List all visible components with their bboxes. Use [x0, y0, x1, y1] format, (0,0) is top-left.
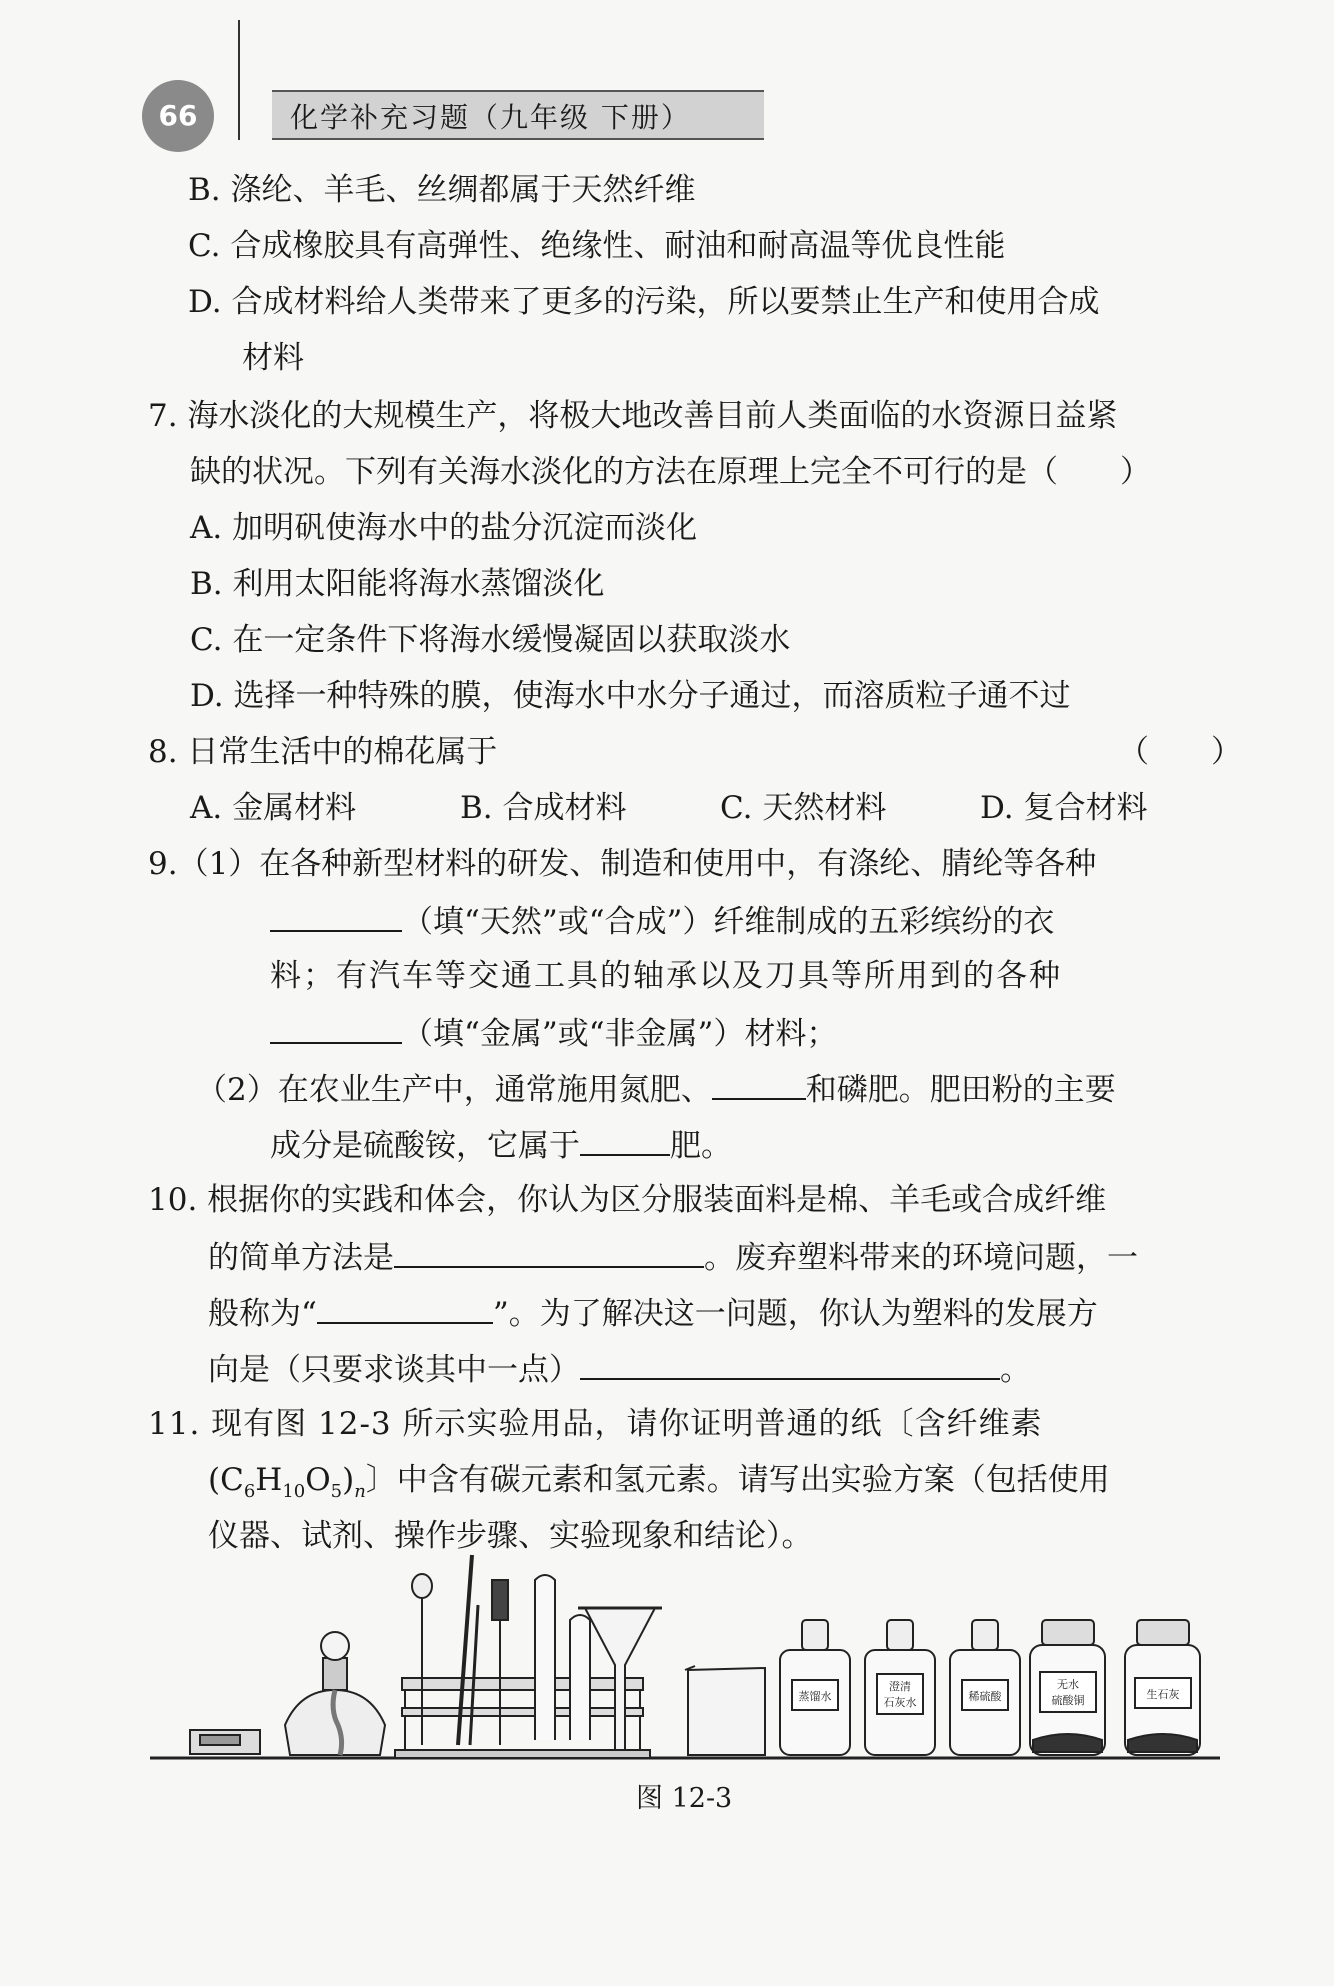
page-number-badge: 66	[142, 80, 214, 152]
bottle-label: 蒸馏水	[798, 1690, 832, 1703]
answer-blank[interactable]	[712, 1068, 806, 1100]
answer-blank[interactable]	[270, 1012, 402, 1044]
q10-line2: 的简单方法是 。废弃塑料带来的环境问题，一	[208, 1236, 1138, 1278]
answer-blank[interactable]	[580, 1348, 1000, 1380]
q6-option-d-line1: D. 合成材料给人类带来了更多的污染，所以要禁止生产和使用合成	[188, 284, 1100, 320]
q9-part2-line1: （2）在农业生产中，通常施用氮肥、 和磷肥。肥田粉的主要	[196, 1068, 1116, 1110]
q6-option-b: B. 涤纶、羊毛、丝绸都属于天然纤维	[188, 172, 696, 208]
q9-part2-line2: 成分是硫酸铵，它属于 肥。	[270, 1124, 732, 1166]
header-band	[272, 90, 764, 140]
answer-blank[interactable]	[394, 1236, 704, 1268]
bottle-label: 硫酸铜	[1051, 1694, 1085, 1707]
q7-stem-line1: 7. 海水淡化的大规模生产，将极大地改善目前人类面临的水资源日益紧	[148, 398, 1118, 434]
q9-part1-line4: （填“金属”或“非金属”）材料；	[270, 1012, 837, 1054]
matchbox-icon	[190, 1730, 260, 1754]
q11-line1: 11. 现有图 12-3 所示实验用品，请你证明普通的纸〔含纤维素	[148, 1406, 1043, 1442]
q8-option-d: D. 复合材料	[980, 790, 1148, 826]
q8-bracket: （ ）	[1118, 734, 1242, 770]
q9-part1-line3: 料；有汽车等交通工具的轴承以及刀具等所用到的各种	[270, 958, 1062, 994]
bottle-label: 稀硫酸	[968, 1690, 1002, 1703]
q10-line1: 10. 根据你的实践和体会，你认为区分服装面料是棉、羊毛或合成纤维	[148, 1182, 1107, 1218]
figure-12-3-apparatus	[140, 1550, 1220, 1770]
book-title: 化学补充习题（九年级 下册）	[290, 101, 691, 134]
q10-line3: 般称为“ ”。为了解决这一问题，你认为塑料的发展方	[208, 1292, 1098, 1334]
figure-caption: 图 12-3	[636, 1783, 733, 1814]
bottle-label: 生石灰	[1146, 1688, 1180, 1701]
q8-option-a: A. 金属材料	[190, 790, 357, 826]
q8-stem: 8. 日常生活中的棉花属于	[148, 734, 498, 770]
q9-part1-line2: （填“天然”或“合成”）纤维制成的五彩缤纷的衣	[270, 900, 1054, 942]
anhydrous-copper-sulfate-jar-icon	[1030, 1620, 1105, 1755]
q11-line2: $(C_6H_{10}O_5)_n$〕中含有碳元素和氢元素。请写出实验方案（包括使用	[208, 1462, 1110, 1503]
bottle-label: 石灰水	[883, 1696, 917, 1709]
dilute-sulfuric-acid-bottle-icon	[950, 1620, 1020, 1755]
q7-stem-line2: 缺的状况。下列有关海水淡化的方法在原理上完全不可行的是（ ）	[190, 454, 1151, 490]
q6-option-c: C. 合成橡胶具有高弹性、绝缘性、耐油和耐高温等优良性能	[188, 228, 1006, 264]
distilled-water-bottle-icon	[780, 1620, 850, 1755]
test-tube-icon	[570, 1615, 590, 1740]
alcohol-lamp-icon	[285, 1632, 385, 1755]
answer-blank[interactable]	[270, 900, 402, 932]
answer-blank[interactable]	[580, 1124, 670, 1156]
answer-blank[interactable]	[317, 1292, 493, 1324]
q7-option-c: C. 在一定条件下将海水缓慢凝固以获取淡水	[190, 622, 791, 658]
quicklime-jar-icon	[1125, 1620, 1200, 1755]
beaker-icon	[685, 1666, 765, 1755]
q7-option-a: A. 加明矾使海水中的盐分沉淀而淡化	[190, 510, 698, 546]
q6-option-d-line2: 材料	[242, 340, 304, 376]
q9-part1-line1: 9.（1）在各种新型材料的研发、制造和使用中，有涤纶、腈纶等各种	[148, 846, 1097, 882]
test-tube-icon	[535, 1575, 555, 1740]
q7-option-b: B. 利用太阳能将海水蒸馏淡化	[190, 566, 605, 602]
limewater-bottle-icon	[865, 1620, 935, 1755]
header-divider	[238, 20, 240, 140]
q11-line3: 仪器、试剂、操作步骤、实验现象和结论）。	[208, 1518, 813, 1554]
bottle-label: 无水	[1057, 1678, 1079, 1691]
q7-option-d: D. 选择一种特殊的膜，使海水中水分子通过，而溶质粒子通不过	[190, 678, 1071, 714]
bottle-label: 澄清	[889, 1680, 911, 1693]
q8-option-b: B. 合成材料	[460, 790, 627, 826]
q8-option-c: C. 天然材料	[720, 790, 887, 826]
q10-line4: 向是（只要求谈其中一点） 。	[208, 1348, 1031, 1390]
